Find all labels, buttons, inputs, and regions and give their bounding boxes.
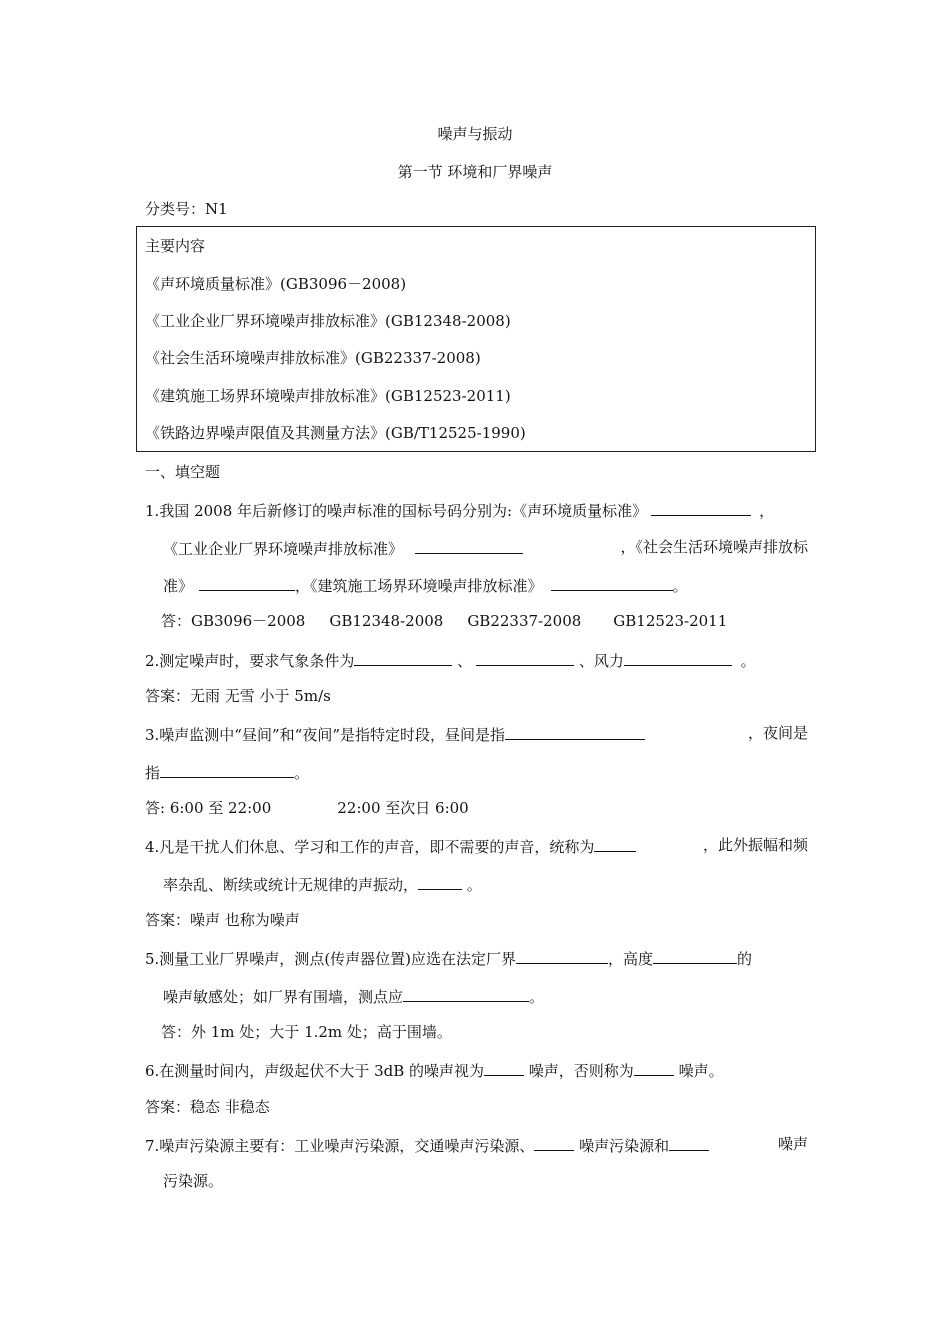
question-text: 噪声，否则称为 bbox=[524, 1062, 634, 1080]
answer-blank bbox=[653, 947, 737, 964]
answer-blank bbox=[669, 1134, 709, 1151]
question-5-line-1 bbox=[145, 947, 752, 969]
question-text: ，夜间是 bbox=[747, 724, 808, 742]
question-text: ，《社会生活环境噪声排放标 bbox=[620, 538, 808, 556]
question-text: 7.噪声污染源主要有：工业噪声污染源，交通噪声污染源、 bbox=[145, 1137, 535, 1155]
question-1-line-1 bbox=[145, 499, 774, 521]
question-1-answer bbox=[161, 611, 727, 631]
question-text: 噪声敏感处；如厂界有围墙，测点应 bbox=[163, 988, 404, 1006]
question-3-answer bbox=[145, 798, 469, 818]
question-text: 。 bbox=[529, 988, 545, 1006]
main-content-box bbox=[136, 226, 816, 452]
question-text: 的 bbox=[737, 950, 753, 968]
answer-blank bbox=[476, 649, 574, 666]
question-text: 3.噪声监测中“昼间”和“夜间”是指特定时段，昼间是指 bbox=[145, 726, 505, 744]
answer-blank bbox=[624, 649, 732, 666]
question-3-line-1 bbox=[145, 723, 808, 745]
question-4-line-2 bbox=[163, 873, 482, 895]
question-text: 指 bbox=[145, 764, 161, 782]
answer-text: GB12348-2008 bbox=[329, 612, 444, 630]
question-text: 。 bbox=[294, 764, 310, 782]
document-title: 噪声与振动 bbox=[437, 125, 513, 143]
answer-blank bbox=[534, 1134, 574, 1151]
question-7-line-1 bbox=[145, 1134, 808, 1156]
answer-blank bbox=[505, 723, 645, 740]
question-1-line-3 bbox=[163, 574, 688, 596]
question-text: 2.测定噪声时，要求气象条件为 bbox=[145, 652, 355, 670]
question-3-line-2 bbox=[145, 761, 309, 783]
question-text: 率杂乱、断续或统计无规律的声振动， bbox=[163, 876, 419, 894]
question-text: 6.在测量时间内，声级起伏不大于 3dB 的噪声视为 bbox=[145, 1062, 485, 1080]
answer-blank bbox=[418, 873, 462, 890]
question-text: ，高度 bbox=[608, 950, 654, 968]
question-1-line-2 bbox=[163, 537, 808, 559]
question-text: 准》 bbox=[163, 577, 194, 595]
question-6-answer: 答案：稳态 非稳态 bbox=[145, 1098, 270, 1116]
standard-item: 《社会生活环境噪声排放标准》(GB22337-2008) bbox=[145, 349, 481, 367]
question-4-answer: 答案：噪声 也称为噪声 bbox=[145, 911, 300, 929]
question-text: 4.凡是干扰人们休息、学习和工作的声音，即不需要的声音，统称为 bbox=[145, 838, 595, 856]
question-text: 、风力 bbox=[574, 652, 624, 670]
answer-text: GB12523-2011 bbox=[613, 612, 728, 630]
answer-text: 22:00 至次日 6:00 bbox=[337, 799, 469, 817]
answer-blank bbox=[651, 499, 751, 516]
answer-text: GB22337-2008 bbox=[467, 612, 582, 630]
section-title: 第一节 环境和厂界噪声 bbox=[397, 163, 553, 181]
question-2-answer: 答案：无雨 无雪 小于 5m/s bbox=[145, 687, 331, 705]
main-content-heading: 主要内容 bbox=[145, 237, 206, 255]
question-text: ，《建筑施工场界环境噪声排放标准》 bbox=[295, 577, 543, 595]
question-2 bbox=[145, 649, 756, 671]
standard-item: 《铁路边界噪声限值及其测量方法》(GB/T12525-1990) bbox=[145, 424, 526, 442]
standard-item: 《声环境质量标准》(GB3096－2008) bbox=[145, 275, 407, 293]
answer-blank bbox=[516, 947, 608, 964]
answer-blank bbox=[199, 574, 295, 591]
answer-blank bbox=[415, 537, 523, 554]
answer-text: 答：GB3096－2008 bbox=[161, 612, 306, 630]
question-text: 《工业企业厂界环境噪声排放标准》 bbox=[163, 540, 404, 558]
standard-item: 《建筑施工场界环境噪声排放标准》(GB12523-2011) bbox=[145, 387, 511, 405]
answer-blank bbox=[551, 574, 673, 591]
answer-blank bbox=[484, 1059, 524, 1076]
answer-text: 答: 6:00 至 22:00 bbox=[145, 799, 272, 817]
question-text: 噪声污染源和 bbox=[574, 1137, 670, 1155]
question-5-answer: 答：外 1m 处；大于 1.2m 处；高于围墙。 bbox=[161, 1023, 452, 1041]
part-heading: 一、填空题 bbox=[145, 463, 221, 481]
question-4-line-1 bbox=[145, 835, 808, 857]
answer-blank bbox=[160, 761, 294, 778]
question-text: 。 bbox=[672, 577, 688, 595]
question-text: 。 bbox=[735, 652, 756, 670]
answer-blank bbox=[594, 835, 636, 852]
question-text: 。 bbox=[462, 876, 482, 894]
question-7-line-2: 污染源。 bbox=[163, 1172, 224, 1190]
answer-blank bbox=[403, 985, 529, 1002]
question-text: 噪声 bbox=[777, 1135, 808, 1153]
question-text: 、 bbox=[452, 652, 473, 670]
question-text: ， bbox=[759, 502, 775, 520]
answer-blank bbox=[634, 1059, 674, 1076]
question-6 bbox=[145, 1059, 724, 1081]
classification-number: 分类号：N1 bbox=[145, 200, 228, 218]
question-5-line-2 bbox=[163, 985, 544, 1007]
question-text: 噪声。 bbox=[673, 1062, 724, 1080]
question-text: 1.我国 2008 年后新修订的噪声标准的国标号码分别为:《声环境质量标准》 bbox=[145, 502, 648, 520]
standard-item: 《工业企业厂界环境噪声排放标准》(GB12348-2008) bbox=[145, 312, 511, 330]
answer-blank bbox=[354, 649, 452, 666]
question-text: 5.测量工业厂界噪声，测点(传声器位置)应选在法定厂界 bbox=[145, 950, 517, 968]
question-text: ，此外振幅和频 bbox=[702, 836, 808, 854]
